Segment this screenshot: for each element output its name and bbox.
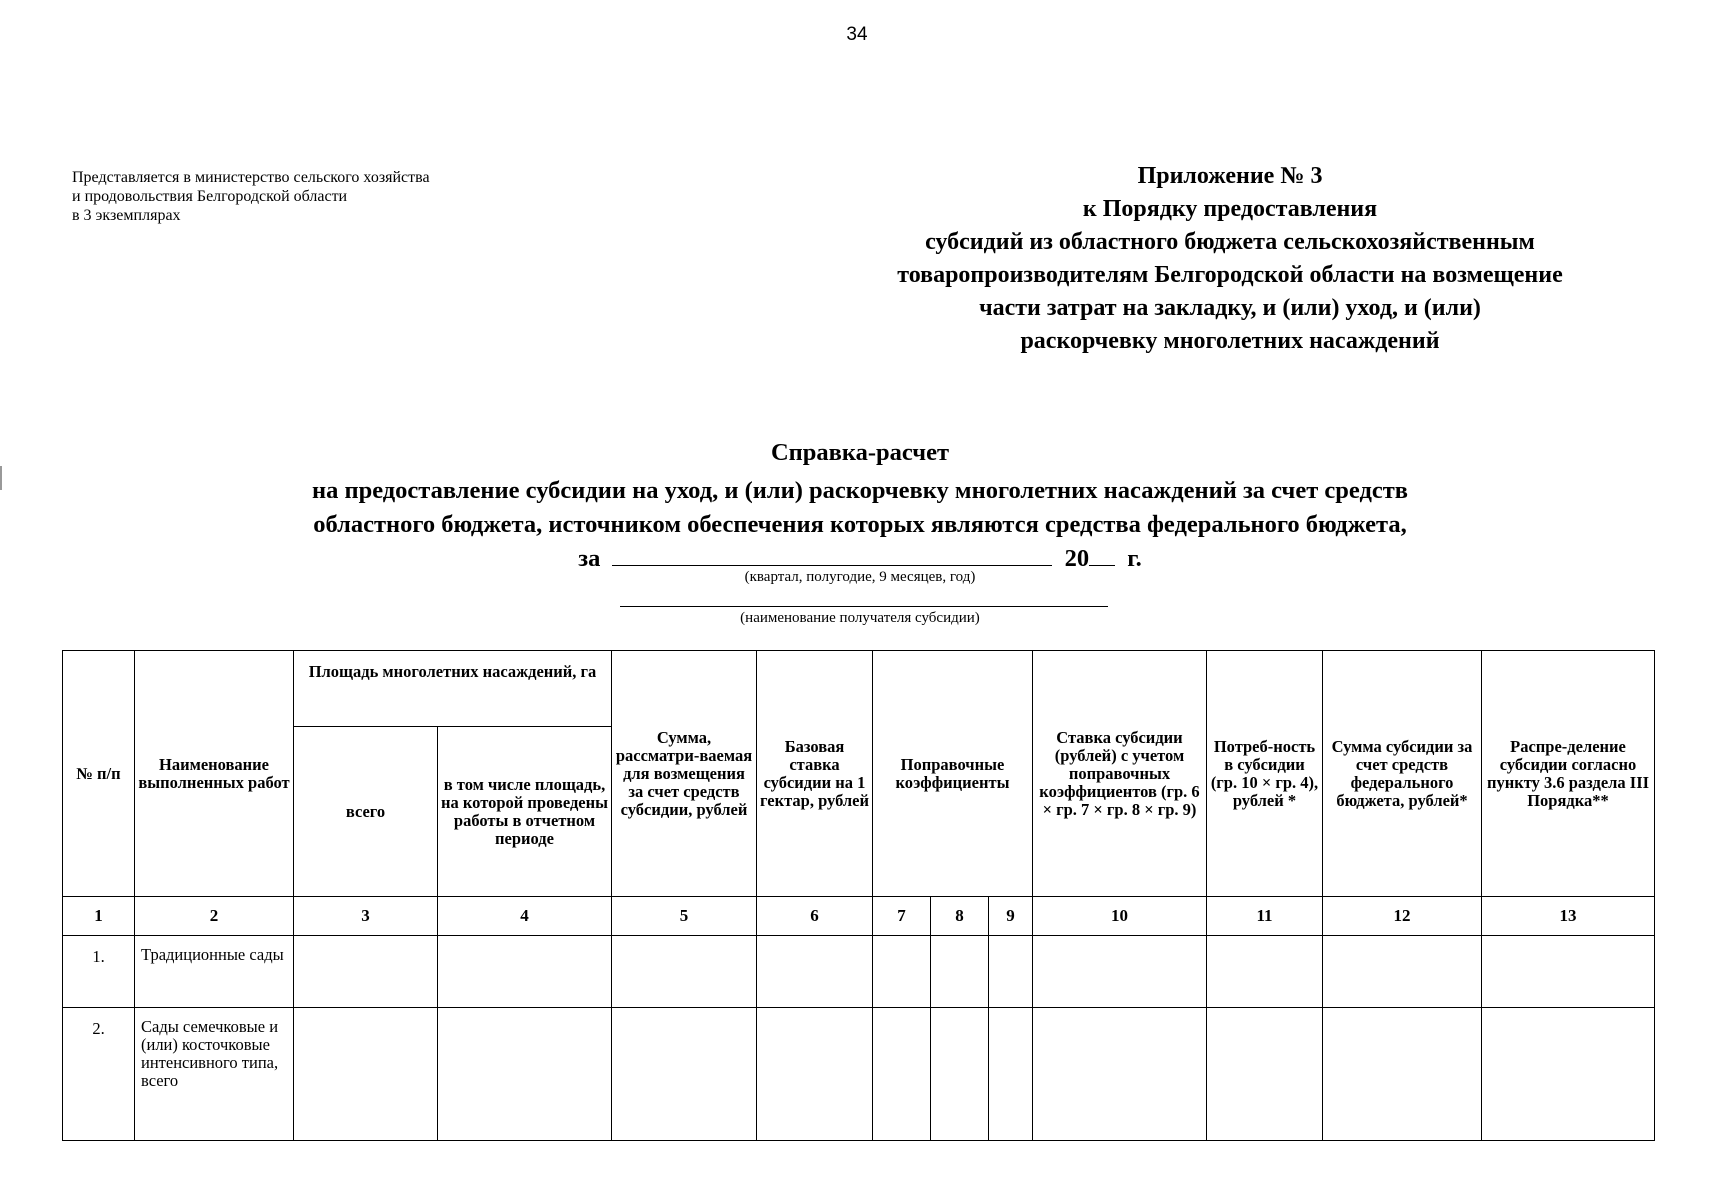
cell-subsidy-need[interactable] <box>1207 936 1323 1008</box>
period-prefix: за <box>578 545 601 572</box>
heading-line: на предоставление субсидии на уход, и (или) раскорчевку многолетних насаждений за счет средств <box>312 477 1408 504</box>
submission-note <box>72 168 592 225</box>
cell-coefficient-7[interactable] <box>873 1008 931 1141</box>
row-work-name: Традиционные сады <box>135 936 294 1008</box>
header-subsidy-need: Потреб-ность в субсидии (гр. 10 × гр. 4), рублей * <box>1207 651 1323 897</box>
year-blank-field[interactable] <box>1089 543 1115 566</box>
column-number: 9 <box>989 897 1033 936</box>
column-number: 3 <box>294 897 438 936</box>
table-row <box>63 936 1655 1008</box>
cell-subsidy-need[interactable] <box>1207 1008 1323 1141</box>
cell-claimed-sum[interactable] <box>612 936 757 1008</box>
cell-adjusted-rate[interactable] <box>1033 1008 1207 1141</box>
cell-area-total[interactable] <box>294 936 438 1008</box>
column-number: 10 <box>1033 897 1207 936</box>
appendix-line: части затрат на закладку, и (или) уход, и (или) <box>979 295 1481 321</box>
appendix-title: Приложение № 3 <box>1137 163 1323 189</box>
row-work-name: Сады семечковые и (или) косточковые интенсивного типа, всего <box>135 1008 294 1141</box>
cell-federal-subsidy-sum[interactable] <box>1323 1008 1482 1141</box>
cell-area-worked[interactable] <box>438 936 612 1008</box>
appendix-line: товаропроизводителям Белгородской области на возмещение <box>897 262 1563 288</box>
header-adjusted-rate: Ставка субсидии (рублей) с учетом поправочных коэффициентов (гр. 6 × гр. 7 × гр. 8 × гр. 9) <box>1033 651 1207 897</box>
recipient-blank-field[interactable] <box>620 606 1108 607</box>
cell-area-total[interactable] <box>294 1008 438 1141</box>
table-row <box>63 1008 1655 1141</box>
submission-note-line: в 3 экземплярах <box>72 207 181 224</box>
period-caption: (квартал, полугодие, 9 месяцев, год) <box>744 569 976 585</box>
appendix-line: раскорчевку многолетних насаждений <box>1020 328 1440 354</box>
cell-coefficient-9[interactable] <box>989 936 1033 1008</box>
column-number: 4 <box>438 897 612 936</box>
row-number: 1. <box>63 936 135 1008</box>
scan-edge-mark <box>0 466 2 490</box>
column-number: 6 <box>757 897 873 936</box>
heading-line: областного бюджета, источником обеспечения которых являются средства федерального бюджета, <box>313 511 1407 538</box>
header-area-total: всего <box>294 727 438 897</box>
year-prefix: 20 <box>1064 545 1090 572</box>
column-number: 5 <box>612 897 757 936</box>
row-number: 2. <box>63 1008 135 1141</box>
header-area-worked: в том числе площадь, на которой проведены работы в отчетном периоде <box>438 727 612 897</box>
header-work-name: Наименование выполненных работ <box>135 651 294 897</box>
appendix-header <box>820 160 1640 358</box>
column-number: 1 <box>63 897 135 936</box>
appendix-line: к Порядку предоставления <box>1082 196 1378 222</box>
document-heading <box>150 436 1570 576</box>
cell-coefficient-7[interactable] <box>873 936 931 1008</box>
subsidy-calculation-table <box>62 650 1655 1141</box>
submission-note-line: Представляется в министерство сельского хозяйства <box>72 169 430 186</box>
column-number: 7 <box>873 897 931 936</box>
header-base-rate: Базовая ставка субсидии на 1 гектар, рублей <box>757 651 873 897</box>
header-subsidy-distribution: Распре-деление субсидии согласно пункту 3.6 раздела III Порядка** <box>1482 651 1655 897</box>
cell-claimed-sum[interactable] <box>612 1008 757 1141</box>
column-number: 13 <box>1482 897 1655 936</box>
column-number: 12 <box>1323 897 1482 936</box>
column-number: 11 <box>1207 897 1323 936</box>
column-number: 8 <box>931 897 989 936</box>
cell-base-rate[interactable] <box>757 1008 873 1141</box>
cell-federal-subsidy-sum[interactable] <box>1323 936 1482 1008</box>
appendix-line: субсидий из областного бюджета сельскохозяйственным <box>925 229 1535 255</box>
column-number: 2 <box>135 897 294 936</box>
cell-coefficient-9[interactable] <box>989 1008 1033 1141</box>
submission-note-line: и продовольствия Белгородской области <box>72 188 348 205</box>
cell-coefficient-8[interactable] <box>931 1008 989 1141</box>
header-row-number: № п/п <box>63 651 135 897</box>
cell-area-worked[interactable] <box>438 1008 612 1141</box>
document-title: Справка-расчет <box>770 439 950 466</box>
cell-adjusted-rate[interactable] <box>1033 936 1207 1008</box>
cell-coefficient-8[interactable] <box>931 936 989 1008</box>
cell-subsidy-distribution[interactable] <box>1482 1008 1655 1141</box>
recipient-caption: (наименование получателя субсидии) <box>740 610 980 626</box>
header-correction-coefficients: Поправочные коэффициенты <box>873 651 1033 897</box>
page-number: 34 <box>846 24 868 45</box>
year-suffix: г. <box>1127 545 1142 572</box>
cell-base-rate[interactable] <box>757 936 873 1008</box>
header-federal-subsidy-sum: Сумма субсидии за счет средств федерального бюджета, рублей* <box>1323 651 1482 897</box>
header-claimed-sum: Сумма, рассматри-ваемая для возмещения за счет средств субсидии, рублей <box>612 651 757 897</box>
period-blank-field[interactable] <box>612 543 1052 566</box>
cell-subsidy-distribution[interactable] <box>1482 936 1655 1008</box>
header-area-group: Площадь многолетних насаждений, га <box>294 651 612 727</box>
